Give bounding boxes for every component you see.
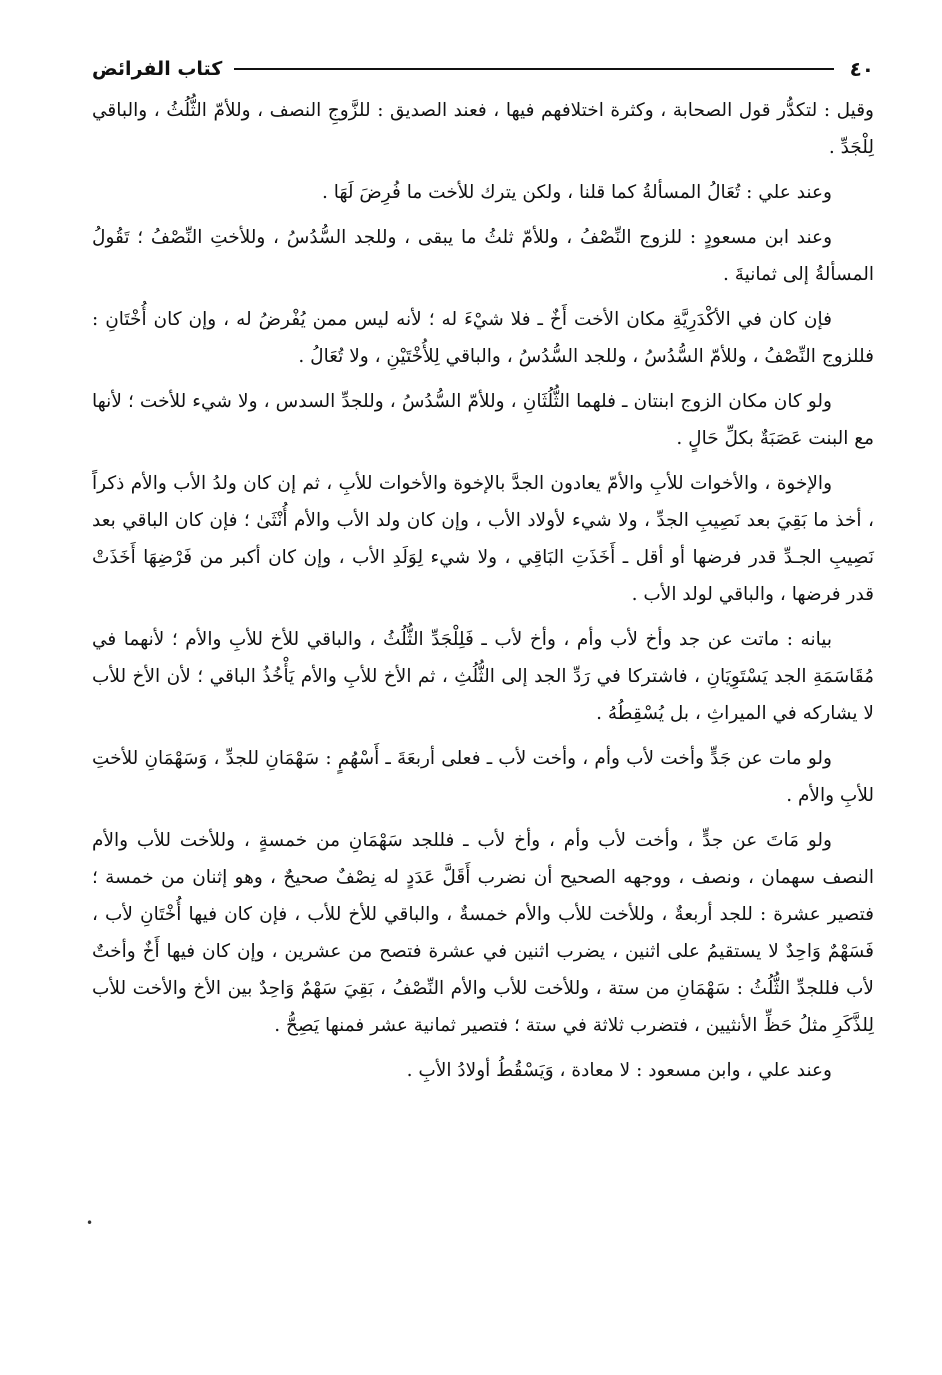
print-speck: • [86,1216,94,1230]
running-title: كتاب الفرائض [92,58,223,80]
body-text [92,92,874,1097]
paragraph: ولو كان مكان الزوج ابنتان ـ فلهما الثُّلُثَانِ ، وللأمّ السُّدُسُ ، وللجدِّ السدس ، ولا شيء للأخت ؛ لأنها مع البنت عَصَبَةٌ بكلِّ حَالٍ . [92,391,874,449]
paragraph: والإخوة ، والأخوات للأبِ والأمّ يعادون الجدَّ بالإخوة والأخوات للأبِ ، ثم إن كان ولدُ الأب والأم ذكراً ، أخذ ما بَقِيَ بعد نَصِيبِ الجدِّ ، ولا شيء لأولاد الأب ، وإن كان ولد الأب والأم أُنْثَىٰ ؛ فإن كان الباقي بعد نَصِيبِ الجـدِّ قدر فرضها أو أقل ـ أَخَذَتِ البَاقِي ، ولا شيء لِوَلَدِ الأب ، وإن كان أكبر من فَرْضِهَا أَخَذَتْ قدر فرضها ، والباقي لولد الأب . [92,473,874,605]
paragraph: ولو مات عن جَدٍّ وأخت لأب وأم ، وأخت لأب ـ فعلى أربعَةَ ـ أَسْهُمٍ : سَهْمَانِ للجدِّ ، وَسَهْمَانِ للأختِ للأبِ والأم . [92,748,874,806]
page-number: ٤٠ [849,57,874,81]
header-rule [234,68,833,70]
paragraph: وقيل : لتكدُّر قول الصحابة ، وكثرة اختلافهم فيها ، فعند الصديق : للزَّوجِ النصف ، وللأمّ الثُّلُثُ ، والباقي لِلْجَدِّ . [92,100,874,158]
paragraph: وعند ابن مسعودٍ : للزوج النِّصْفُ ، وللأمّ ثلثُ ما يبقى ، وللجد السُّدُسُ ، وللأختِ النِّصْفُ ؛ تَقُولُ المسألةُ إلى ثمانيةَ . [92,227,874,285]
paragraph: وعند علي : تُعَالُ المسألةُ كما قلنا ، ولكن يترك للأخت ما فُرِضَ لَهَا . [321,182,832,203]
paragraph: فإن كان في الأكْدَرِيَّةِ مكان الأخت أَخٌ ـ فلا شيْءَ له ؛ لأنه ليس ممن يُفْرضُ له ، وإن كان أُخْتَانِ : فللزوج النِّصْفُ ، وللأمّ السُّدُسُ ، وللجد السُّدُسُ ، والباقي لِلأُخْتَيْنِ ، ولا تُعَالُ . [92,309,874,367]
page-header [92,52,874,86]
paragraph: ولو مَاتَ عن جدٍّ ، وأخت لأب وأم ، وأخ لأب ـ فللجد سَهْمَانِ من خمسةٍ ، وللأخت للأب والأم النصف سهمان ، ونصف ، ووجهه الصحيح أن نضرب أَقَلَّ عَدَدٍ له نِصْفٌ صحيحٌ ، وهو إثنان من خمسة ؛ فتصير عشرة : للجد أربعةٌ ، وللأخت للأب والأم خمسةٌ ، والباقي للأخ للأب ، فإن كان فيها أُخْتَانِ لأب ، فَسَهْمٌ وَاحِدٌ لا يستقيمُ على اثنين ، يضرب اثنين في عشرة فتصح من عشرين ، وإن كان فيها أَخٌ وأختٌ لأب فللجدِّ الثُّلُثُ : سَهْمَانِ من ستة ، وللأخت للأب والأم النِّصْفُ ، بَقِيَ سَهْمٌ وَاحِدٌ بين الأخ والأخت للأب لِلذَّكَرِ مثلُ حَظِّ الأنثيين ، فتضرب ثلاثة في ستة ؛ فتصير ثمانية عشر فمنها يَصِحُّ . [92,830,874,1036]
paragraph: بيانه : ماتت عن جد وأخ لأب وأم ، وأخ لأب ـ فَلِلْجَدِّ الثُّلُثُ ، والباقي للأخ للأبِ والأم ؛ لأنهما في مُقَاسَمَةِ الجد يَسْتَوِيَانِ ، فاشتركا في رَدِّ الجد إلى الثُّلُثِ ، ثم الأخ للأبِ والأم يَأْخُذُ الباقي ؛ لأن الأخ للأب لا يشاركه في الميراثِ ، بل يُسْقِطُهُ . [92,629,874,724]
paragraph: وعند علي ، وابن مسعود : لا معادة ، وَيَسْقُطُ أولادُ الأبِ . [406,1060,832,1081]
